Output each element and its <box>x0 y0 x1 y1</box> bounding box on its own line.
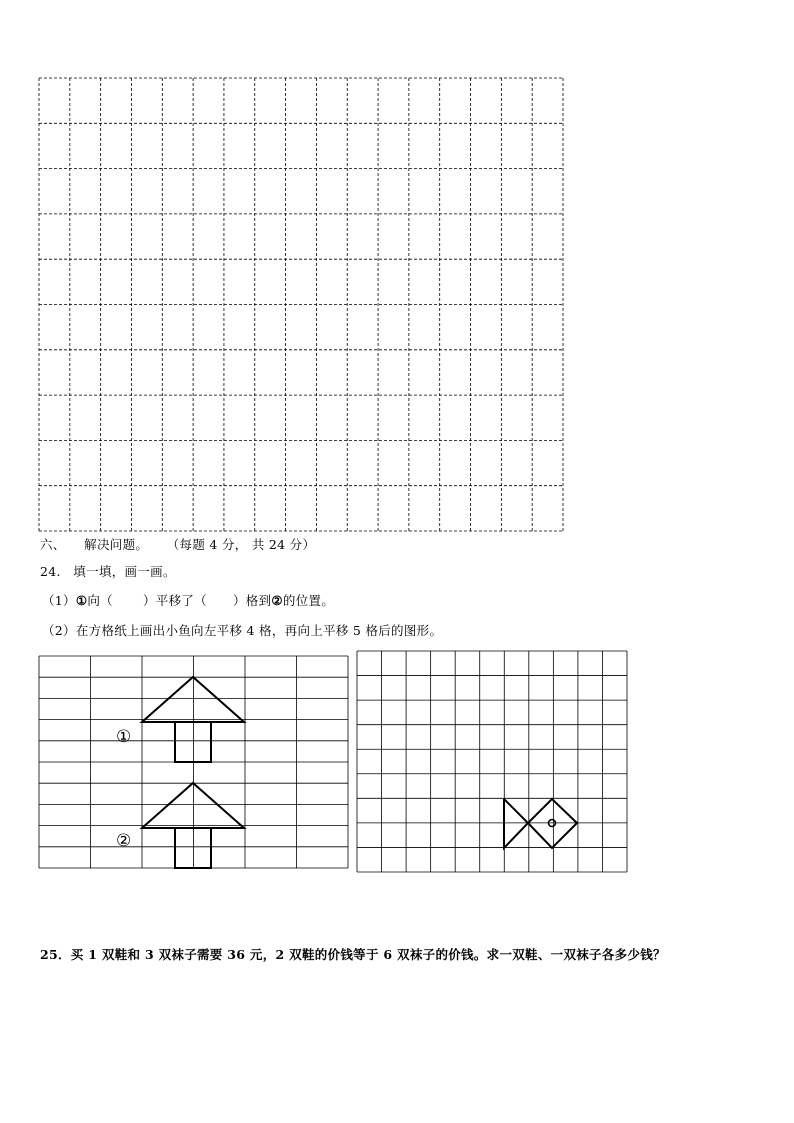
translation-grid-left <box>38 655 350 871</box>
question-24-part1: （1）①向（ ）平移了（ ）格到②的位置。 <box>42 593 335 608</box>
translation-grid-right <box>356 650 629 874</box>
section-title: 解决问题。 <box>84 537 149 552</box>
question-25: 25．买 1 双鞋和 3 双袜子需要 36 元，2 双鞋的价钱等于 6 双袜子的价钱。求一双鞋、一双袜子各多少钱？ <box>40 947 666 962</box>
section-heading <box>40 537 315 553</box>
shape-label-1: ① <box>116 727 132 747</box>
fish-figure <box>504 799 577 848</box>
answer-writing-grid <box>38 77 566 534</box>
shape-label-2: ② <box>116 831 132 851</box>
question-24-title <box>40 564 176 580</box>
section-score: （每题 4 分， 共 24 分） <box>166 537 316 552</box>
section-number: 六、 <box>40 537 66 552</box>
question-number: 24. <box>40 564 61 579</box>
question-title: 填一填，画一画。 <box>73 564 176 579</box>
question-24-part2: （2）在方格纸上画出小鱼向左平移 4 格，再向上平移 5 格后的图形。 <box>42 623 443 638</box>
